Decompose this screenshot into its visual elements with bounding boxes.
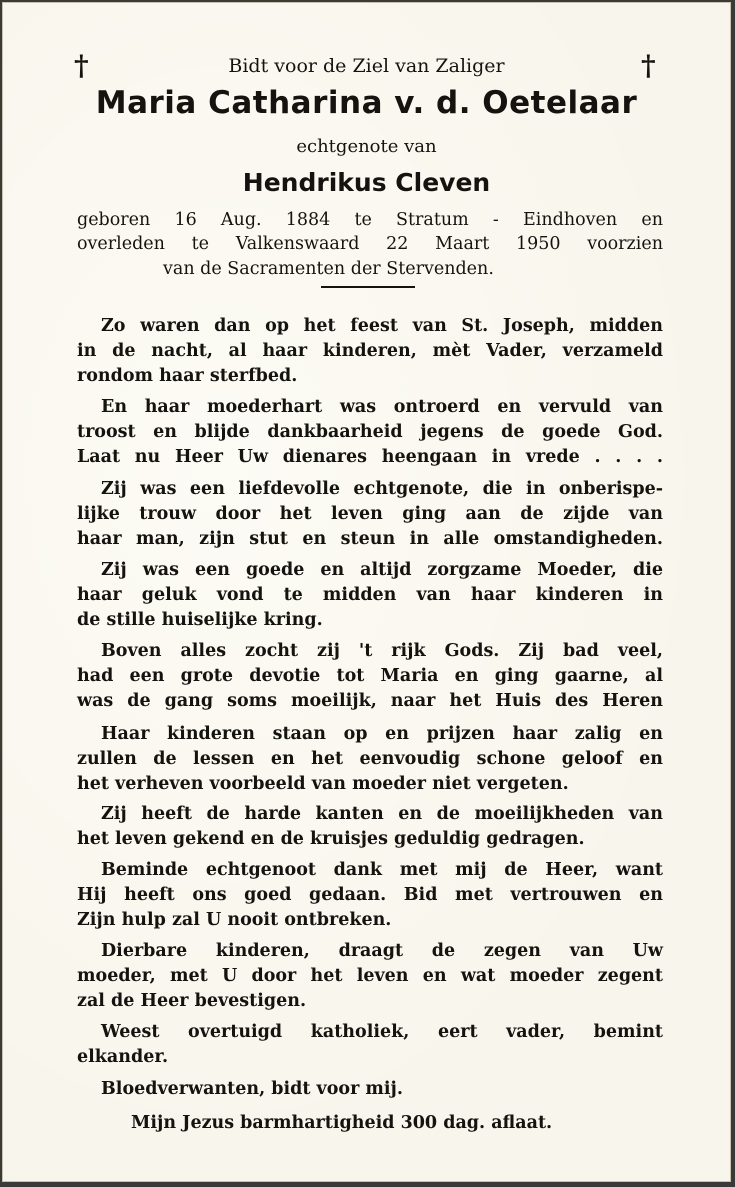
text-line: het verheven voorbeeld van moeder niet vergeten. [77, 774, 569, 794]
text-line: Boven alles zocht zij 't rijk Gods. Zij bad veel, [101, 641, 663, 661]
text-line: Dierbare kinderen, draagt de zegen van Uw [101, 941, 663, 961]
text-line: haar geluk vond te midden van haar kinderen in [77, 585, 663, 605]
text-line: was de gang soms moeilijk, naar het Huis des Heren [77, 691, 663, 711]
text-line: had een grote devotie tot Maria en ging gaarne, al [77, 666, 663, 686]
text-line: Zij was een goede en altijd zorgzame Moeder, die [101, 560, 663, 580]
text-line: Zij was een liefdevolle echtgenote, die in onberispe- [101, 479, 663, 499]
cross-icon: † [74, 49, 89, 82]
text-line: moeder, met U door het leven en wat moeder zegent [77, 966, 663, 986]
text-line: lijke trouw door het leven ging aan de zijde van [77, 504, 663, 524]
text-line: de stille huiselijke kring. [77, 610, 323, 630]
text-line: Laat nu Heer Uw dienares heengaan in vrede . . . . [77, 447, 663, 467]
spouse-label: echtgenote van [296, 136, 437, 157]
dates-line: overleden te Valkenswaard 22 Maart 1950 voorzien [77, 234, 663, 254]
text-line: Hij heeft ons goed gedaan. Bid met vertrouwen en [77, 885, 663, 905]
indulgence-prayer: Mijn Jezus barmhartigheid 300 dag. aflaat. [131, 1113, 553, 1133]
text-line: Zij heeft de harde kanten en de moeilijkheden van [101, 804, 663, 824]
text-line: zullen de lessen en het eenvoudig schone geloof en [77, 749, 663, 769]
text-line: elkander. [77, 1047, 169, 1067]
text-line: rondom haar sterfbed. [77, 366, 298, 386]
memorial-card [2, 2, 731, 1182]
text-line: in de nacht, al haar kinderen, mèt Vader, verzameld [77, 341, 663, 361]
divider [321, 286, 415, 288]
cross-icon: † [641, 49, 656, 82]
dates-line: van de Sacramenten der Stervenden. [163, 259, 494, 279]
text-line: Beminde echtgenoot dank met mij de Heer, want [101, 860, 663, 880]
text-line: Haar kinderen staan op en prijzen haar zalig en [101, 724, 663, 744]
text-line: En haar moederhart was ontroerd en vervuld van [101, 397, 663, 417]
text-line: Weest overtuigd katholiek, eert vader, bemint [101, 1022, 663, 1042]
prayer-request: Bloedverwanten, bidt voor mij. [101, 1079, 403, 1099]
text-line: haar man, zijn stut en steun in alle omstandigheden. [77, 529, 663, 549]
text-line: Zijn hulp zal U nooit ontbreken. [77, 910, 392, 930]
text-line: zal de Heer bevestigen. [77, 991, 307, 1011]
text-line: Zo waren dan op het feest van St. Joseph, midden [101, 316, 663, 336]
spouse-name: Hendrikus Cleven [242, 168, 491, 197]
text-line: het leven gekend en de kruisjes geduldig gedragen. [77, 829, 585, 849]
intro-line: Bidt voor de Ziel van Zaliger [228, 55, 505, 77]
deceased-name: Maria Catharina v. d. Oetelaar [95, 85, 638, 121]
text-line: troost en blijde dankbaarheid jegens de goede God. [77, 422, 663, 442]
dates-line: geboren 16 Aug. 1884 te Stratum - Eindhoven en [77, 210, 663, 230]
